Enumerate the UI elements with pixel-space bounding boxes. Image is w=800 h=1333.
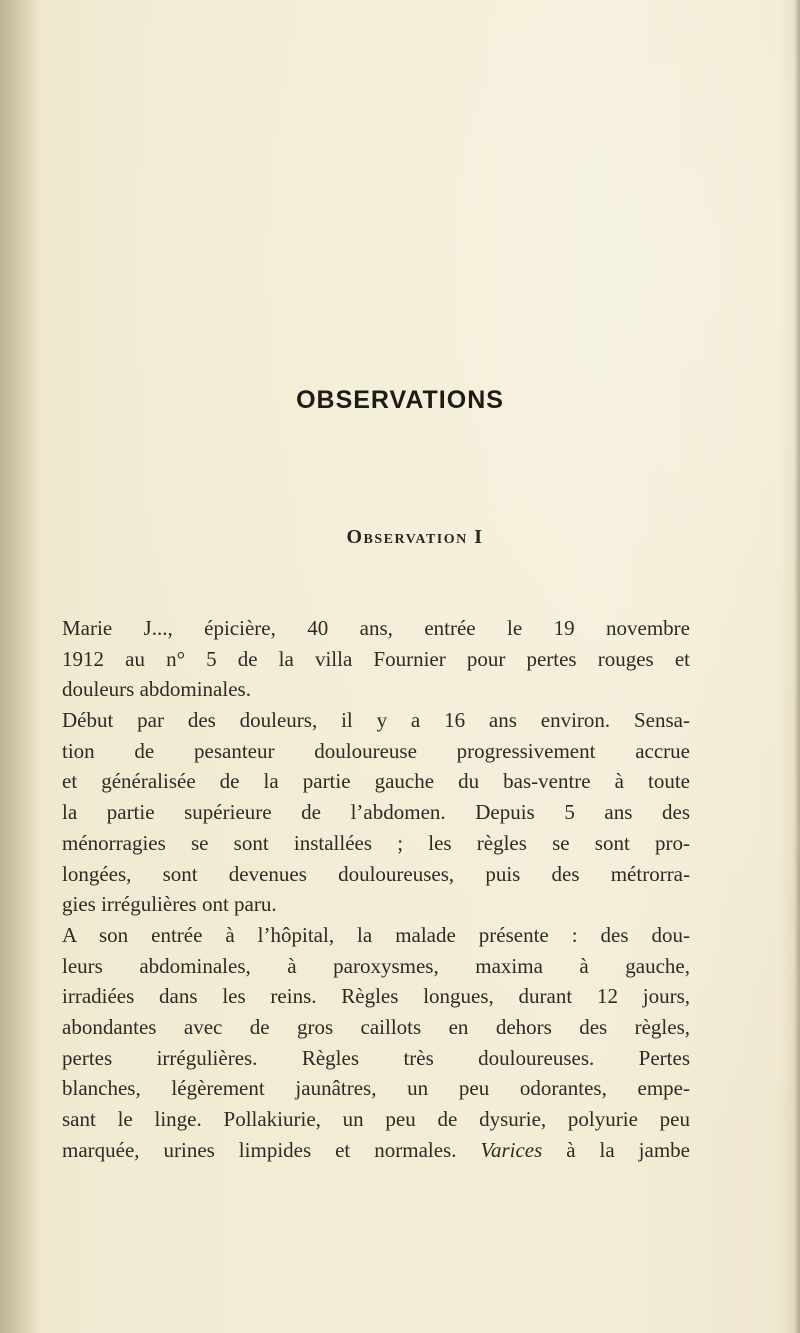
text-line: la partie supérieure de l’abdomen. Depuis 5 ans des: [62, 800, 690, 825]
section-title: OBSERVATIONS: [296, 386, 504, 414]
text-line: et généralisée de la partie gauche du bas-ventre à toute: [62, 769, 690, 794]
text-line: A son entrée à l’hôpital, la malade présente : des dou-: [62, 922, 690, 947]
text-line: ménorragies se sont installées ; les règles se sont pro-: [62, 830, 690, 855]
text-segment: à la jambe: [542, 1137, 690, 1162]
text-line: abondantes avec de gros caillots en dehors des règles,: [62, 1014, 690, 1039]
text-line: tion de pesanteur douloureuse progressivement accrue: [62, 738, 690, 763]
text-line: pertes irrégulières. Règles très douloureuses. Pertes: [62, 1045, 690, 1070]
text-line: longées, sont devenues douloureuses, puis des métrorra-: [62, 861, 690, 886]
text-segment: marquée, urines limpides et normales.: [62, 1137, 481, 1162]
text-line: irradiées dans les reins. Règles longues, durant 12 jours,: [62, 984, 690, 1009]
text-line: Marie J..., épicière, 40 ans, entrée le 19 novembre: [62, 616, 690, 640]
text-line: gies irrégulières ont paru.: [62, 892, 277, 917]
observation-heading: Observation I: [346, 526, 484, 548]
italic-term: Varices: [480, 1137, 543, 1162]
text-line-last: [62, 1135, 690, 1166]
observation-text: [62, 613, 690, 1165]
text-line: 1912 au n° 5 de la villa Fournier pour pertes rouges et: [62, 646, 690, 671]
text-line: Début par des douleurs, il y a 16 ans environ. Sensa-: [62, 708, 690, 733]
text-line: blanches, légèrement jaunâtres, un peu odorantes, empe-: [62, 1076, 690, 1101]
page-edge: [794, 0, 800, 1333]
text-line: sant le linge. Pollakiurie, un peu de dysurie, polyurie peu: [62, 1107, 690, 1131]
text-line: leurs abdominales, à paroxysmes, maxima à gauche,: [62, 953, 690, 978]
spine-shadow: [0, 0, 40, 1333]
text-line: douleurs abdominales.: [62, 677, 251, 702]
